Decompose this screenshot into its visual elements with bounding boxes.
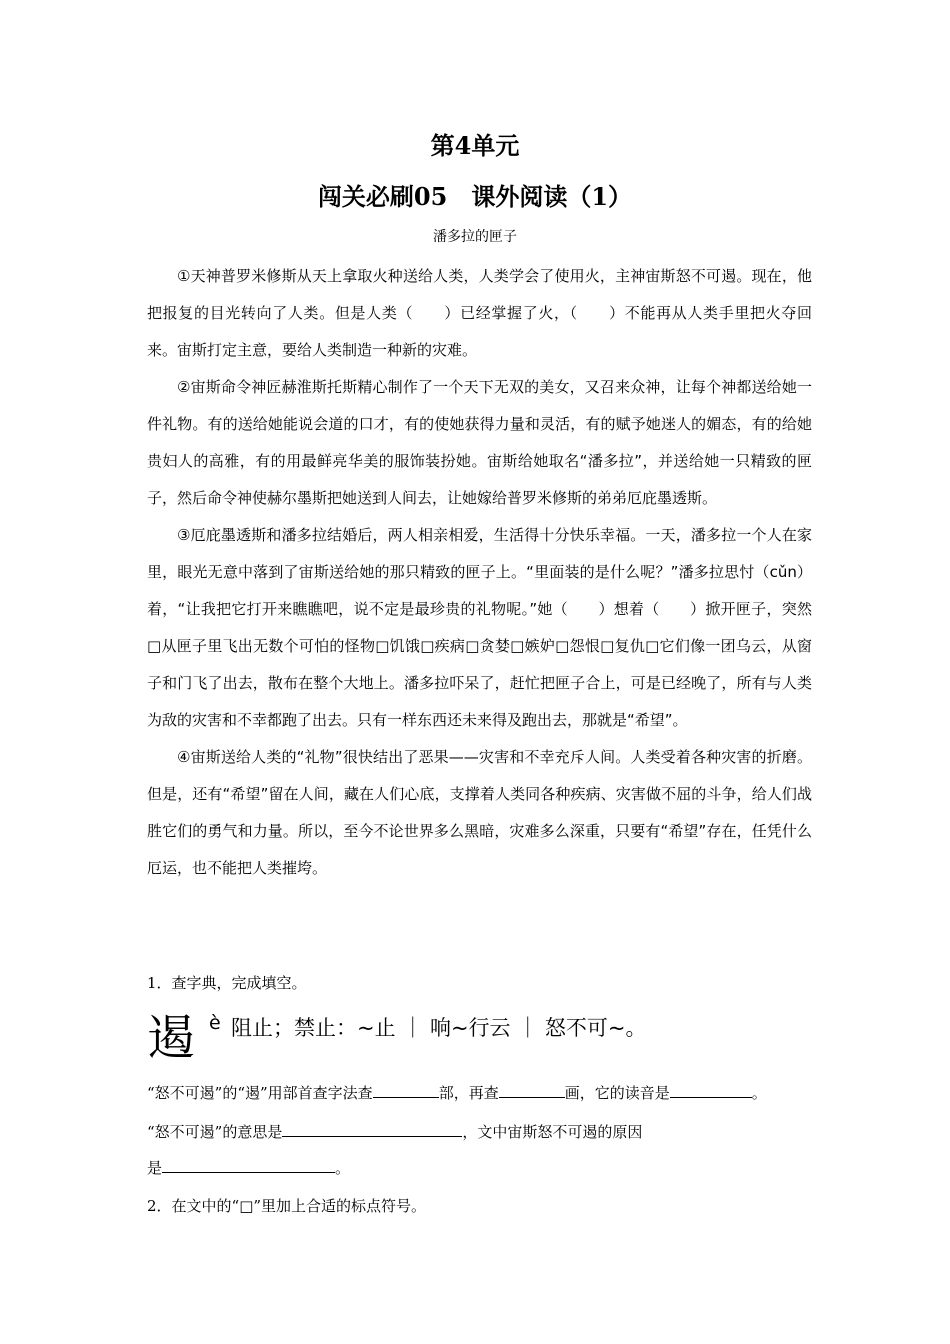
unit-title: 第4单元 <box>430 131 520 160</box>
passage-title: 潘多拉的匣子 <box>433 229 517 245</box>
fill-text: 部，再查 <box>438 1084 499 1102</box>
fill-text: 。 <box>335 1159 351 1177</box>
fill-text: 是 <box>147 1159 163 1177</box>
dictionary-entry <box>147 1010 827 1070</box>
question-1-prompt: 1．查字典，完成填空。 <box>147 974 307 992</box>
dictionary-character: 遏 <box>147 1010 196 1066</box>
question-2-prompt: 2．在文中的“□”里加上合适的标点符号。 <box>147 1197 427 1215</box>
fill-text: ，文中宙斯怒不可遏的原因 <box>462 1123 643 1141</box>
pronunciation-blank[interactable] <box>670 1083 752 1098</box>
paragraph-4: ④宙斯送给人类的“礼物”很快结出了恶果——灾害和不幸充斥人间。人类受着各种灾害的折磨。但是，还有“希望”留在人间，藏在人们心底，支撑着人类同各种疾病、灾害做不屈的斗争，给人们战胜它们的勇气和力量。所以，至今不论世界多么黑暗，灾难多么深重，只要有“希望”存在，任凭什么厄运，也不能把人类摧垮。 <box>147 748 812 877</box>
fill-text: “怒不可遏”的“遏”用部首查字法查 <box>147 1084 373 1102</box>
passage-body <box>147 258 812 887</box>
lesson-title: 闯关必刷05 课外阅读（1） <box>317 182 633 211</box>
fill-text: “怒不可遏”的意思是 <box>147 1123 283 1141</box>
fill-line-1 <box>147 1082 827 1103</box>
fill-text: 画，它的读音是 <box>564 1084 670 1102</box>
meaning-blank[interactable] <box>282 1122 462 1137</box>
reason-blank[interactable] <box>162 1158 335 1173</box>
paragraph-3: ③厄庇墨透斯和潘多拉结婚后，两人相亲相爱，生活得十分快乐幸福。一天，潘多拉一个人在家里，眼光无意中落到了宙斯送给她的那只精致的匣子上。“里面装的是什么呢？”潘多拉思忖（cǔn）着，“让我把它打开来瞧瞧吧，说不定是最珍贵的礼物呢。”她（ ）想着（ ）掀开匣子，突然□从匣子里飞出无数个可怕的怪物□饥饿□疾病□贪婪□嫉妒□怨恨□复仇□它们像一团乌云，从窗子和门飞了出去，散布在整个大地上。潘多拉吓呆了，赶忙把匣子合上，可是已经晚了，所有与人类为敌的灾害和不幸都跑了出去。只有一样东西还未来得及跑出去，那就是“希望”。 <box>147 526 812 729</box>
fill-line-2 <box>147 1121 827 1142</box>
paragraph-2: ②宙斯命令神匠赫淮斯托斯精心制作了一个天下无双的美女，又召来众神，让每个神都送给她一件礼物。有的送给她能说会道的口才，有的使她获得力量和灵活，有的赋予她迷人的媚态，有的给她贵妇人的高雅，有的用最鲜亮华美的服饰装扮她。宙斯给她取名“潘多拉”，并送给她一只精致的匣子，然后命令神使赫尔墨斯把她送到人间去，让她嫁给普罗米修斯的弟弟厄庇墨透斯。 <box>147 378 812 507</box>
stroke-count-blank[interactable] <box>499 1083 565 1098</box>
fill-line-3 <box>147 1157 827 1178</box>
dictionary-pinyin: è <box>209 1012 221 1034</box>
fill-text: 。 <box>751 1084 767 1102</box>
radical-blank[interactable] <box>373 1083 439 1098</box>
dictionary-definition: 阻止；禁止：~止 ｜ 响~行云 ｜ 怒不可~。 <box>231 1016 647 1040</box>
paragraph-1: ①天神普罗米修斯从天上拿取火种送给人类，人类学会了使用火，主神宙斯怒不可遏。现在，他把报复的目光转向了人类。但是人类（ ）已经掌握了火，（ ）不能再从人类手里把火夺回来。宙斯打定主意，要给人类制造一种新的灾难。 <box>147 267 812 359</box>
